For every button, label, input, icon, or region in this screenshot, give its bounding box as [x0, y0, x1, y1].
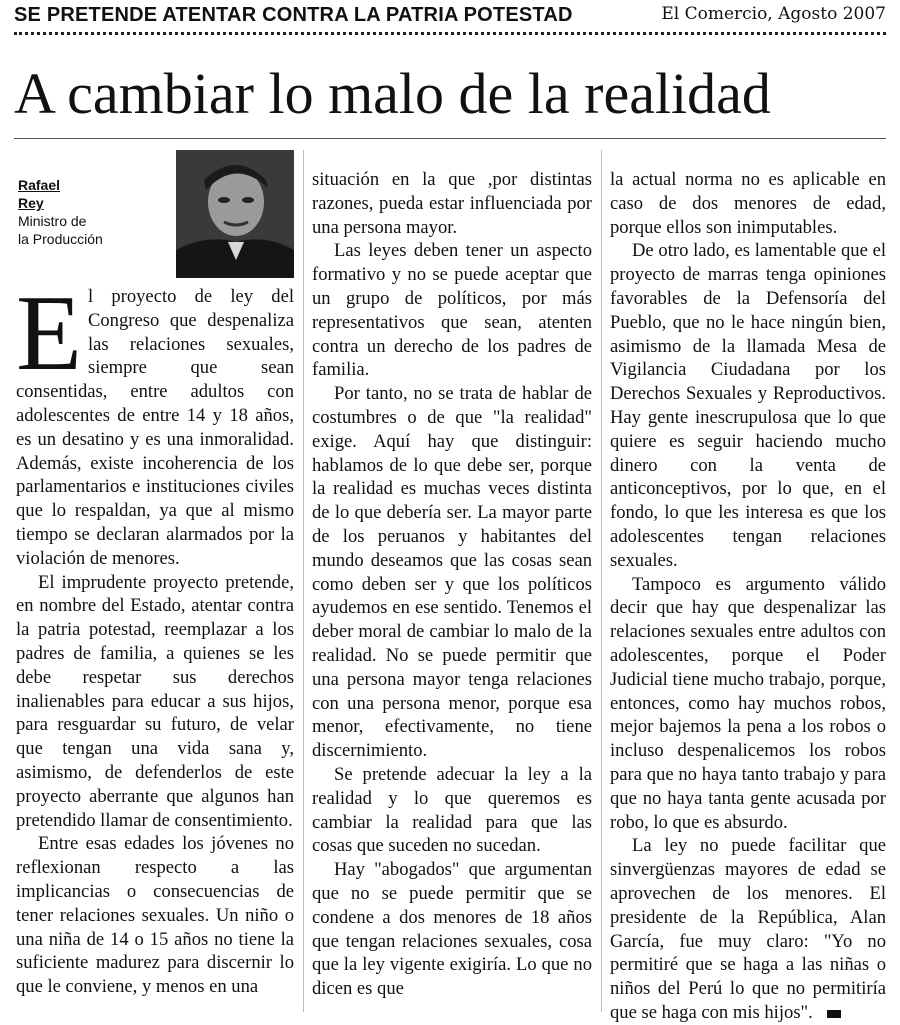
article-kicker: [14, 4, 886, 32]
article-column-2: [312, 168, 592, 1001]
paragraph: la actual norma no es aplicable en caso de dos menores de edad, porque ellos son inimputables.: [610, 169, 886, 238]
source-label: El Comercio, Agosto 2007: [661, 4, 886, 24]
column-divider: [601, 150, 602, 1012]
end-of-article-icon: [827, 1010, 841, 1018]
article-column-1: [16, 274, 294, 999]
author-role-line2: la Producción: [18, 231, 103, 247]
paragraph: Tampoco es argumento válido decir que hay que despenalizar las relaciones sexuales entre adultos con adolescentes, porque el Poder Judicial tiene mucho trabajo, porque, entonces, como hay muchos robos, mejor bajemos la pena a los robos o incluso despenalicemos los robos para que no haya tanto trabajo y para que no haya tanta gente acusada por robo, lo que es absurdo.: [610, 573, 886, 833]
author-role-line1: Ministro de: [18, 213, 87, 229]
article-headline: A cambiar lo malo de la realidad: [14, 61, 771, 126]
dotted-divider: [14, 32, 886, 35]
paragraph: Hay "abogados" que argumentan que no se puede permitir que se condene a dos menores de 18 años que tengan relaciones sexuales, cosa que la ley vigente exigiría. Lo que no dicen es que: [312, 859, 592, 1000]
article-column-3: [610, 168, 886, 1025]
paragraph: De otro lado, es lamentable que el proyecto de marras tenga opiniones favorables de la Defensoría del Pueblo, que no le hace ningún bien, asimismo de la llamada Mesa de Vigilancia Ciudadana por los Derechos Sexuales y Reproductivos. Hay gente inescrupulosa que lo que quiere es seguir haciendo mucho dinero con la venta de anticonceptivos, por lo que, en el fondo, lo que les interesa es que los adolescentes tengan relaciones sexuales.: [610, 240, 886, 571]
paragraph: Entre esas edades los jóvenes no reflexionan respecto a las implicancias o consecuencias de tener relaciones sexuales. Un niño o una niña de 14 o 15 años no tiene la suficiente madurez para discernir lo que le conviene, y menos en una: [16, 833, 294, 998]
author-portrait-icon: [176, 150, 294, 278]
paragraph: El imprudente proyecto pretende, en nombre del Estado, atentar contra la patria potestad, reemplazar a los padres de familia, a quienes se les debe respetar sus derechos inalienables para educar a sus hijos, para resguardar su futuro, de velar que tengan una vida sana y, asimismo, de defenderlos de este proyecto aberrante que algunos han pretendido llamar de consentimiento.: [16, 571, 294, 831]
author-photo: [176, 150, 294, 278]
drop-cap: E: [16, 274, 82, 393]
author-first-name: Rafael: [18, 177, 61, 193]
column-divider: [303, 150, 304, 1012]
paragraph: Se pretende adecuar la ley a la realidad y lo que queremos es cambiar la realidad para que las cosas que suceden no sucedan.: [312, 763, 592, 857]
paragraph: Las leyes deben tener un aspecto formativo y no se puede aceptar que un grupo de políticos, por más representativos que sean, atenten contra un derecho de los padres de familia.: [312, 240, 592, 381]
headline-divider: [14, 138, 886, 139]
paragraph: [610, 834, 886, 1024]
kicker-title: SE PRETENDE ATENTAR CONTRA LA PATRIA POTESTAD: [14, 4, 573, 26]
paragraph: l proyecto de ley del Congreso que despenaliza las relaciones sexuales, siempre que sean consentidas, entre adultos con adolescentes de entre 14 y 18 años, es un desatino y es una inmoralidad. Además, existe incoherencia de los parlamentarios e instituciones civiles que lo respaldan, ya que al mismo tiempo se declaran alarmados por la violación de menores.: [16, 286, 294, 569]
author-last-name: Rey: [18, 195, 44, 211]
paragraph: Por tanto, no se trata de hablar de costumbres o de que "la realidad" exige. Aquí hay que distinguir: hablamos de lo que debe ser, porque la realidad es muchas veces distinta de lo que debería ser. La mayor parte de los peruanos y habitantes del mundo deseamos que las cosas sean como deben ser y que los políticos ayudemos en ese sentido. Tenemos el deber moral de cambiar lo malo de la realidad. No se puede permitir que una persona mayor tenga relaciones con una persona menor, porque esa menor, efectivamente, no tiene discernimiento.: [312, 383, 592, 762]
paragraph: situación en la que ,por distintas razones, pueda estar influenciada por una persona mayor.: [312, 169, 592, 238]
final-paragraph-text: La ley no puede facilitar que sinvergüenzas mayores de edad se aprovechen de los menores. El presidente de la República, Alan García, fue muy claro: "Yo no permitiré que se haga a las niñas o niños del Perú lo que no permitiría que se haga con mis hijos".: [610, 835, 886, 1023]
author-byline: [18, 176, 178, 248]
